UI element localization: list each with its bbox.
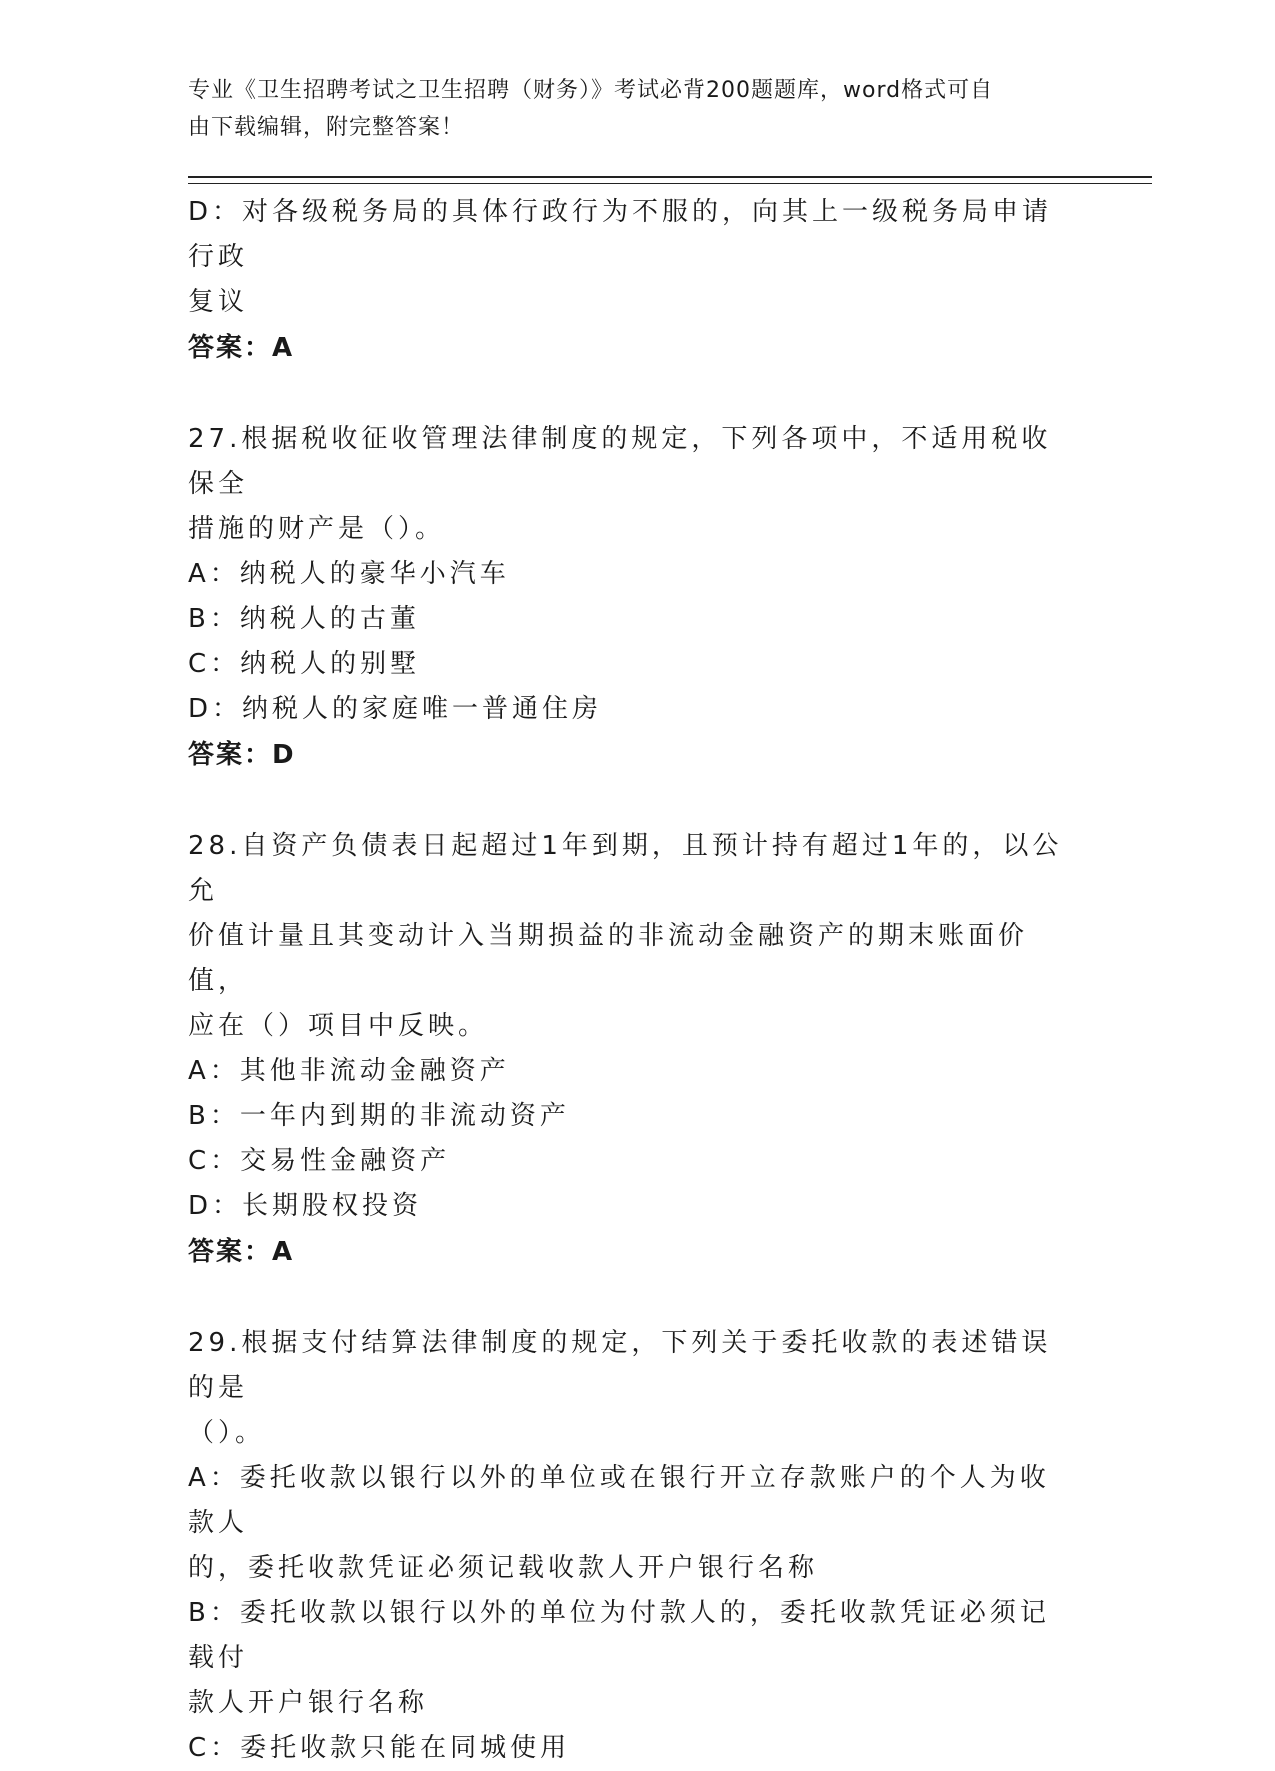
question-27 xyxy=(188,417,1078,778)
question-stem: 29.根据支付结算法律制度的规定，下列关于委托收款的表述错误的是 xyxy=(188,1328,1052,1403)
option-d: D：纳税人的家庭唯一普通住房 xyxy=(188,694,603,724)
question-stem-continuation: （）。 xyxy=(188,1418,266,1448)
option-b: B：一年内到期的非流动资产 xyxy=(188,1101,570,1131)
option-c: C：委托收款只能在同城使用 xyxy=(188,1733,571,1763)
question-stem-continuation: 应在（）项目中反映。 xyxy=(188,1011,489,1041)
option-a: A：纳税人的豪华小汽车 xyxy=(188,559,510,589)
header-line-2: 由下载编辑，附完整答案！ xyxy=(188,115,465,140)
document-body xyxy=(188,190,1078,1771)
header-rule-thick xyxy=(188,176,1152,178)
question-stem-continuation: 价值计量且其变动计入当期损益的非流动金融资产的期末账面价值， xyxy=(188,921,1029,996)
answer: 答案：A xyxy=(188,333,295,363)
answer: 答案：A xyxy=(188,1237,295,1267)
option-c: C：交易性金融资产 xyxy=(188,1146,451,1176)
option-a-continuation: 的，委托收款凭证必须记载收款人开户银行名称 xyxy=(188,1553,819,1583)
option-d: D：对各级税务局的具体行政行为不服的，向其上一级税务局申请行政 xyxy=(188,197,1053,272)
header-rule-thin xyxy=(188,183,1152,184)
option-a: A：其他非流动金融资产 xyxy=(188,1056,510,1086)
spacer xyxy=(188,371,1078,417)
spacer xyxy=(188,778,1078,824)
option-b: B：纳税人的古董 xyxy=(188,604,420,634)
option-d: D：长期股权投资 xyxy=(188,1191,423,1221)
answer: 答案：D xyxy=(188,740,296,770)
question-26-tail xyxy=(188,190,1078,371)
option-a: A：委托收款以银行以外的单位或在银行开立存款账户的个人为收款人 xyxy=(188,1463,1050,1538)
question-stem: 27.根据税收征收管理法律制度的规定，下列各项中，不适用税收保全 xyxy=(188,424,1052,499)
option-c: C：纳税人的别墅 xyxy=(188,649,421,679)
option-d-continuation: 复议 xyxy=(188,287,249,317)
question-stem: 28.自资产负债表日起超过1年到期，且预计持有超过1年的，以公允 xyxy=(188,831,1063,906)
spacer xyxy=(188,1275,1078,1321)
question-29 xyxy=(188,1321,1078,1771)
question-stem-continuation: 措施的财产是（）。 xyxy=(188,514,446,544)
option-b: B：委托收款以银行以外的单位为付款人的，委托收款凭证必须记载付 xyxy=(188,1598,1050,1673)
option-b-continuation: 款人开户银行名称 xyxy=(188,1688,429,1718)
document-header xyxy=(188,72,1068,146)
question-28 xyxy=(188,824,1078,1275)
header-line-1: 专业《卫生招聘考试之卫生招聘（财务）》考试必背200题题库，word格式可自 xyxy=(188,78,994,103)
